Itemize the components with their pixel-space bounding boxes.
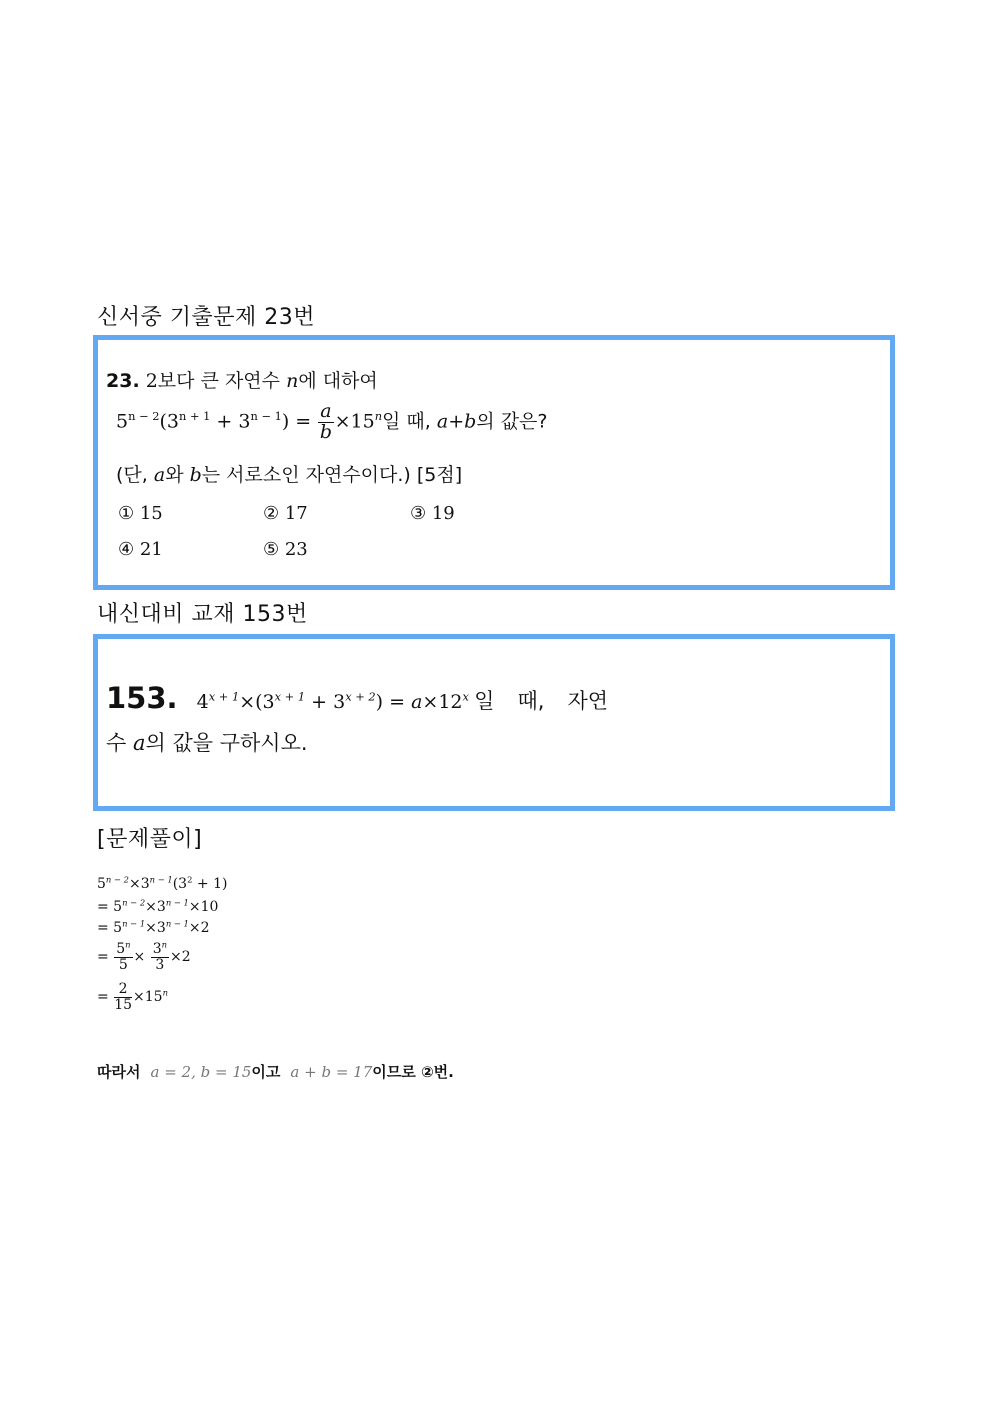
cond-b: 와 [165, 464, 184, 486]
problem-153-line1 [106, 681, 608, 715]
heading-textbook-153: 내신대비 교재 153번 [97, 602, 308, 627]
problem-23-number: 23. [106, 370, 140, 392]
suffix-3: 자연 [567, 689, 609, 713]
heading-question-23: 신서중 기출문제 23번 [97, 305, 315, 330]
problem-153-number: 153. [106, 681, 178, 715]
var-n: n [286, 370, 299, 392]
solution-step-1: $5^{n - 2}\times 3^{n - 1}(3^2 + 1)$ [97, 874, 228, 892]
suffix-1: 일 [474, 689, 495, 713]
choice-3[interactable]: ③ 19 [410, 503, 455, 524]
solution-step-4: = $\frac{5^n}{5}$ × $\frac{3^n}{3}$ ×2 [97, 939, 191, 973]
cond-c: 는 서로소인 자연수이다.) [5점] [201, 464, 463, 486]
conclusion-t1: 따라서 [97, 1063, 141, 1081]
conclusion-t3: 이므로 ②번. [372, 1063, 454, 1081]
cond-a: (단, [116, 464, 148, 486]
choice-5[interactable]: ⑤ 23 [263, 539, 308, 560]
line2-b: 의 값을 구하시오. [145, 731, 308, 755]
problem-153-line2: 수 a의 값을 구하시오. [106, 731, 308, 755]
problem-23-box [93, 335, 895, 590]
problem-23-line1 [106, 366, 378, 393]
eq-ask: 의 값은? [476, 410, 548, 433]
problem-23-condition: (단, a와 b는 서로소인 자연수이다.) [5점] [116, 464, 463, 486]
solution-conclusion: 따라서 a = 2, b = 15이고 a + b = 17이므로 ②번. [97, 1063, 454, 1081]
problem-23-equation: $5^{n - 2}(3^{n + 1} + 3^{n - 1})$ = $\frac{a}{b}$ $\times 15^n$일 때, a+b의 값은? [116, 400, 548, 443]
problem-153-equation: $4^{x + 1}\times(3^{x + 1} + 3^{x + 2}) = a\times 12^x$ [196, 689, 469, 713]
choice-1[interactable]: ① 15 [118, 503, 163, 524]
choice-4[interactable]: ④ 21 [118, 539, 163, 560]
solution-step-2: = $5^{n - 2}\times 3^{n - 1}\times 10$ [97, 897, 219, 915]
solution-step-5: = $\frac{2}{15}$ $\times 15^n$ [97, 981, 168, 1013]
fraction-a-over-b: $\frac{a}{b}$ [319, 400, 332, 443]
eq-suffix: 일 때, [382, 410, 431, 433]
conclusion-t2: 이고 [251, 1063, 281, 1081]
problem-23-text-a: 2보다 큰 자연수 [145, 370, 281, 392]
suffix-2: 때, [517, 689, 545, 713]
choice-2[interactable]: ② 17 [263, 503, 308, 524]
heading-solution: [문제풀이] [97, 827, 203, 852]
problem-23-text-b: 에 대하여 [298, 370, 378, 392]
problem-153-box [93, 634, 895, 811]
solution-step-3: = $5^{n - 1}\times 3^{n - 1}\times 2$ [97, 918, 210, 936]
line2-a: 수 [106, 731, 127, 755]
